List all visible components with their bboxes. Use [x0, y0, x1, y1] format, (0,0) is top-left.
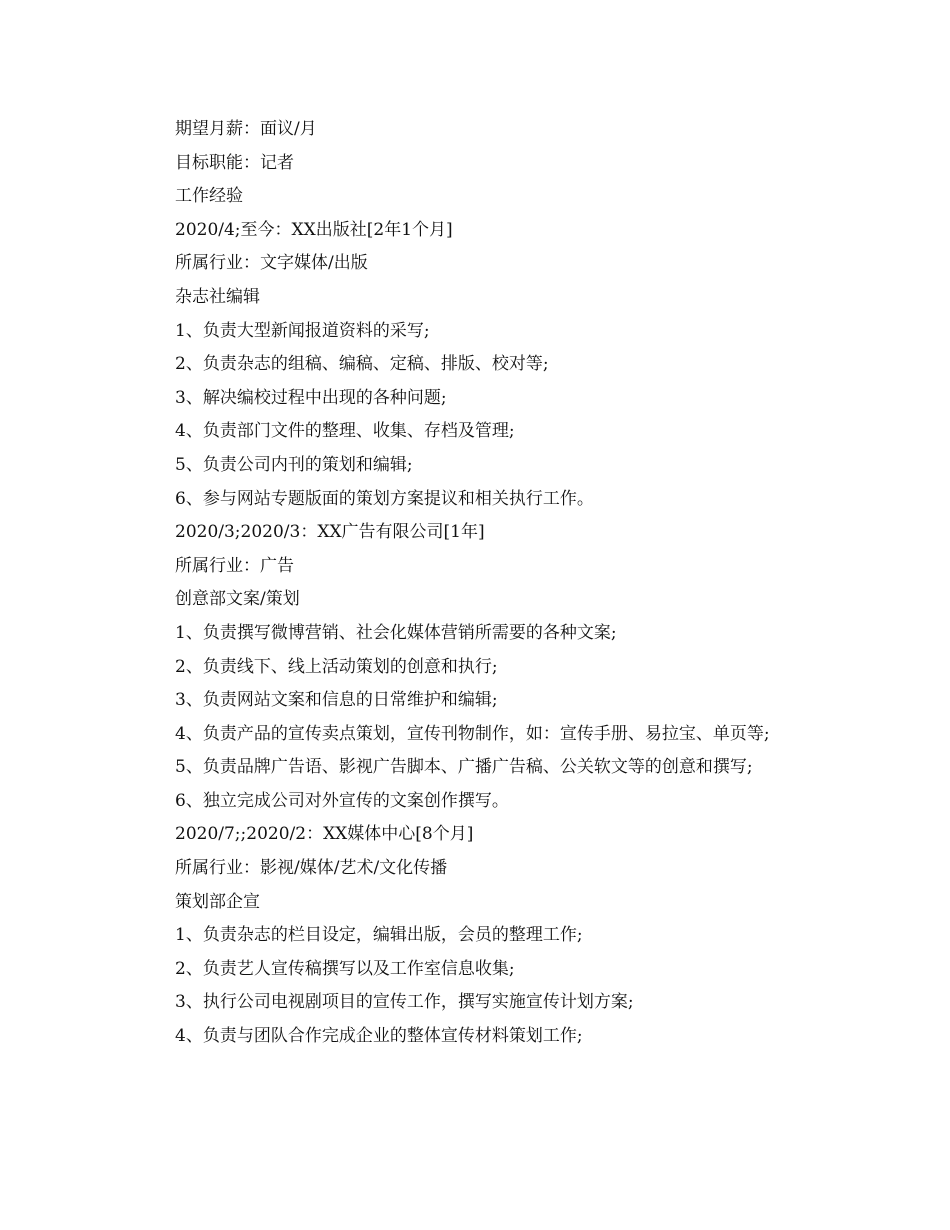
target-position-line: 目标职能：记者 [175, 152, 294, 173]
job-3-industry: 所属行业：影视/媒体/艺术/文化传播 [175, 858, 448, 879]
expected-salary-line: 期望月薪：面议/月 [175, 119, 317, 139]
job-2-duty-1: 1、负责撰写微博营销、社会化媒体营销所需要的各种文案; [175, 622, 617, 643]
job-3-duty-2: 2、负责艺人宣传稿撰写以及工作室信息收集; [175, 958, 515, 979]
job-3-duty-3: 3、执行公司电视剧项目的宣传工作，撰写实施宣传计划方案; [175, 992, 634, 1013]
job-2-duty-2: 2、负责线下、线上活动策划的创意和执行; [175, 656, 498, 677]
job-3-duty-1: 1、负责杂志的栏目设定，编辑出版，会员的整理工作; [175, 925, 583, 946]
job-2-duty-4: 4、负责产品的宣传卖点策划，宣传刊物制作，如：宣传手册、易拉宝、单页等; [175, 723, 770, 744]
job-2-period: 2020/3;2020/3：XX广告有限公司[1年] [175, 522, 485, 543]
job-2-duty-3: 3、负责网站文案和信息的日常维护和编辑; [175, 690, 498, 711]
job-3-title: 策划部企宣 [175, 891, 260, 912]
job-1-industry: 所属行业：文字媒体/出版 [175, 253, 368, 274]
job-1-period: 2020/4;至今：XX出版社[2年1个月] [175, 219, 453, 240]
job-2-industry: 所属行业：广告 [175, 555, 294, 576]
job-1-duty-1: 1、负责大型新闻报道资料的采写; [175, 320, 430, 341]
job-1-duty-3: 3、解决编校过程中出现的各种问题; [175, 387, 447, 408]
job-1-duty-4: 4、负责部门文件的整理、收集、存档及管理; [175, 421, 515, 442]
job-2-duty-6: 6、独立完成公司对外宣传的文案创作撰写。 [175, 790, 509, 811]
job-3-period: 2020/7;;2020/2：XX媒体中心[8个月] [175, 824, 474, 845]
job-1-duty-5: 5、负责公司内刊的策划和编辑; [175, 454, 413, 475]
work-experience-heading: 工作经验 [175, 186, 243, 207]
job-2-title: 创意部文案/策划 [175, 589, 300, 610]
job-1-duty-6: 6、参与网站专题版面的策划方案提议和相关执行工作。 [175, 488, 594, 509]
job-3-duty-4: 4、负责与团队合作完成企业的整体宣传材料策划工作; [175, 1026, 583, 1047]
document-body [140, 113, 812, 1054]
job-1-title: 杂志社编辑 [175, 286, 260, 307]
job-2-duty-5: 5、负责品牌广告语、影视广告脚本、广播广告稿、公关软文等的创意和撰写; [175, 757, 753, 778]
job-1-duty-2: 2、负责杂志的组稿、编稿、定稿、排版、校对等; [175, 354, 549, 375]
